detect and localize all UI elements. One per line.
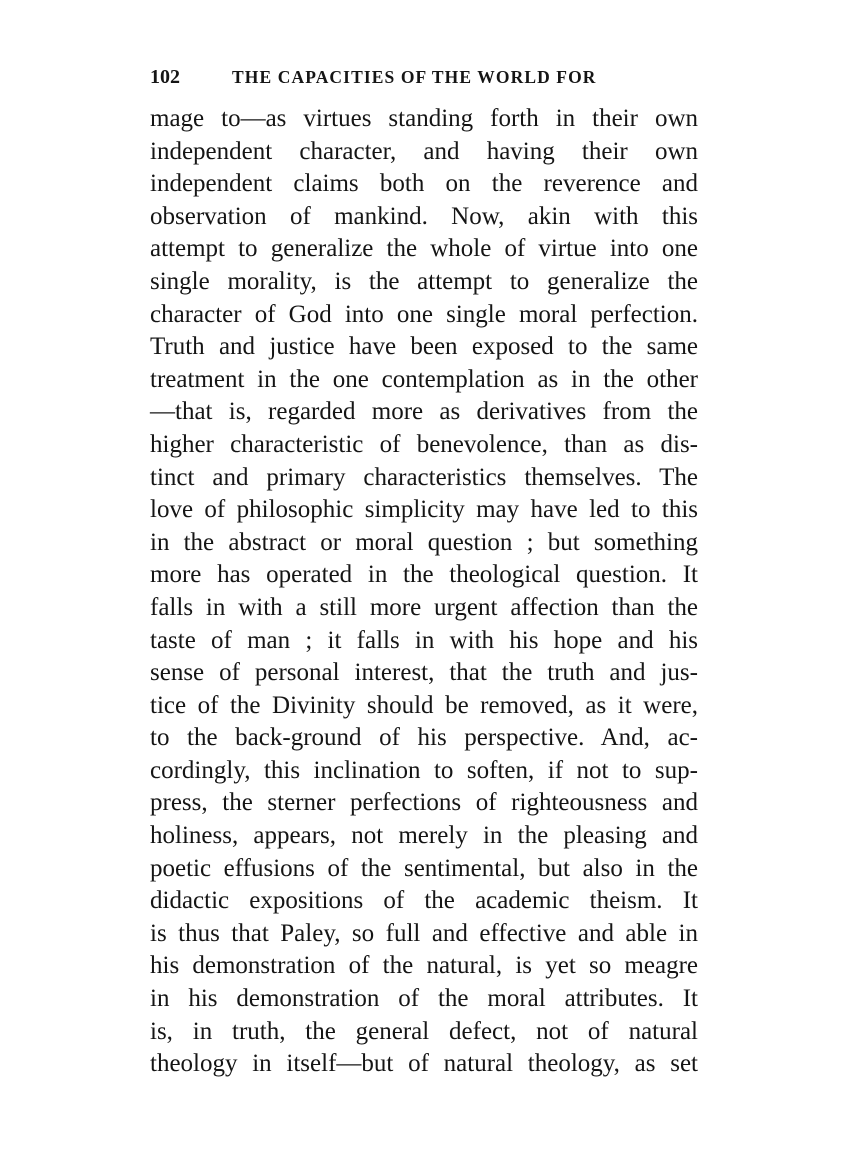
text-line: higher characteristic of benevolence, than as dis- <box>150 430 698 458</box>
text-line: didactic expositions of the academic theism. It <box>150 887 698 915</box>
text-line: press, the sterner perfections of righteousness and <box>150 789 698 817</box>
text-line: Truth and justice have been exposed to the same <box>150 333 698 361</box>
text-line: taste of man ; it falls in with his hope and his <box>150 626 698 654</box>
text-line: character of God into one single moral perfection. <box>150 300 698 328</box>
text-line: single morality, is the attempt to generalize the <box>150 267 698 295</box>
text-line: independent claims both on the reverence and <box>150 170 698 198</box>
text-line: treatment in the one contemplation as in the other <box>150 365 698 393</box>
text-line: in the abstract or moral question ; but something <box>150 528 698 556</box>
running-title: THE CAPACITIES OF THE WORLD FOR <box>232 67 597 87</box>
text-line: is, in truth, the general defect, not of natural <box>150 1017 698 1045</box>
text-line: holiness, appears, not merely in the pleasing and <box>150 822 698 850</box>
text-line: to the back-ground of his perspective. And, ac- <box>150 724 698 752</box>
text-line: poetic effusions of the sentimental, but also in the <box>150 854 698 882</box>
text-line: attempt to generalize the whole of virtue into one <box>150 235 698 263</box>
text-line: mage to—as virtues standing forth in their own <box>150 105 698 132</box>
text-line: falls in with a still more urgent affection than the <box>150 593 698 621</box>
text-line: in his demonstration of the moral attributes. It <box>150 985 698 1013</box>
text-line: —that is, regarded more as derivatives from the <box>150 398 698 426</box>
text-line: tinct and primary characteristics themselves. The <box>150 463 698 491</box>
body-text <box>150 103 698 1081</box>
text-line: his demonstration of the natural, is yet so meagre <box>150 952 698 980</box>
text-line: more has operated in the theological question. It <box>150 561 698 589</box>
text-line: independent character, and having their own <box>150 137 698 165</box>
text-line: sense of personal interest, that the truth and jus- <box>150 659 698 687</box>
text-line: cordingly, this inclination to soften, if not to sup- <box>150 756 698 784</box>
text-line: observation of mankind. Now, akin with this <box>150 202 698 230</box>
text-line: is thus that Paley, so full and effective and able in <box>150 919 698 947</box>
running-head <box>150 62 710 92</box>
page-number: 102 <box>150 66 180 88</box>
text-line: tice of the Divinity should be removed, as it were, <box>150 691 698 719</box>
text-line: theology in itself—but of natural theology, as set <box>150 1050 698 1078</box>
text-line: love of philosophic simplicity may have led to this <box>150 496 698 524</box>
